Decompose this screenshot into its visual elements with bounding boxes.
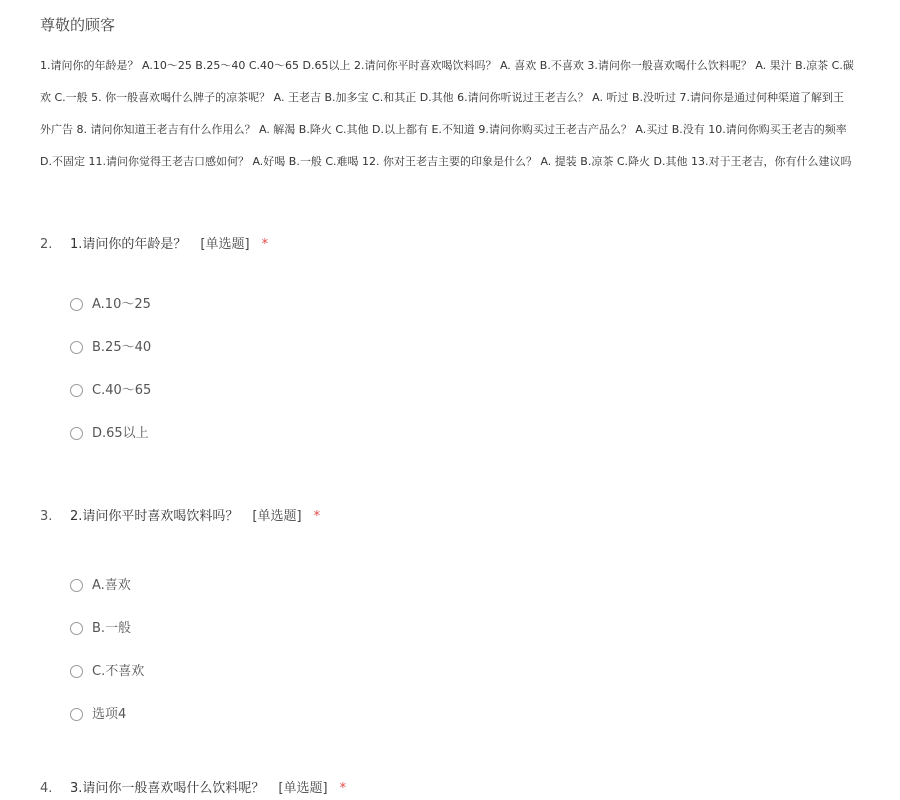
question-number: 4. — [40, 781, 53, 796]
question-header — [40, 507, 880, 527]
intro-line: 外广告 8. 请问你知道王老吉有什么作用么？ A. 解渴 B.降火 C.其他 D.以上都有 E.不知道 9.请问你购买过王老吉产品么？ A.买过 B.没有 10.请问你购买王老吉的频率 — [40, 123, 847, 136]
radio-option[interactable] — [70, 576, 144, 619]
radio-button[interactable] — [70, 298, 83, 311]
option-label: D.65以上 — [92, 426, 149, 441]
option-label: B.25～40 — [92, 340, 152, 355]
question-type: [单选题] — [252, 509, 302, 524]
intro-line: D.不固定 11.请问你觉得王老吉口感如何？ A.好喝 B.一般 C.难喝 12. 你对王老吉主要的印象是什么？ A. 提装 B.凉茶 C.降火 D.其他 13.对于王老吉，你有什么建议吗 — [40, 155, 852, 168]
radio-button[interactable] — [70, 622, 83, 635]
radio-option[interactable] — [70, 424, 151, 467]
question-block-drink-type — [40, 779, 880, 799]
radio-option[interactable] — [70, 705, 144, 748]
question-block-age — [40, 235, 880, 441]
question-number: 3. — [40, 509, 53, 524]
radio-option[interactable] — [70, 662, 144, 705]
radio-option[interactable] — [70, 338, 151, 381]
radio-option[interactable] — [70, 619, 144, 662]
question-type: [单选题] — [200, 237, 250, 252]
question-number: 2. — [40, 237, 53, 252]
radio-button[interactable] — [70, 708, 83, 721]
option-label: C.不喜欢 — [92, 664, 145, 679]
radio-button[interactable] — [70, 665, 83, 678]
intro-line: 欢 C.一般 5. 你一般喜欢喝什么牌子的凉茶呢？ A. 王老吉 B.加多宝 C.和其正 D.其他 6.请问你听说过王老吉么？ A. 听过 B.没听过 7.请问你是通过何种渠道了解到王 — [40, 91, 844, 104]
radio-button[interactable] — [70, 384, 83, 397]
option-list — [70, 576, 144, 748]
option-label: A.喜欢 — [92, 578, 131, 593]
question-block-drink-preference — [40, 507, 880, 722]
question-header — [40, 235, 880, 255]
question-title: 1.请问你的年龄是？ — [70, 237, 187, 252]
radio-button[interactable] — [70, 579, 83, 592]
question-title: 3.请问你一般喜欢喝什么饮料呢？ — [70, 781, 265, 796]
question-title: 2.请问你平时喜欢喝饮料吗？ — [70, 509, 239, 524]
question-header — [40, 779, 880, 799]
option-list — [70, 295, 151, 467]
option-label: 选项4 — [92, 707, 127, 722]
required-mark: * — [313, 509, 321, 524]
required-mark: * — [261, 237, 269, 252]
radio-option[interactable] — [70, 295, 151, 338]
greeting-heading: 尊敬的顾客 — [40, 16, 116, 34]
intro-line: 1.请问你的年龄是？ A.10～25 B.25～40 C.40～65 D.65以上 2.请问你平时喜欢喝饮料吗？ A. 喜欢 B.不喜欢 3.请问你一般喜欢喝什么饮料呢？ A. 果汁 B.凉茶 C.碳 — [40, 59, 854, 72]
option-label: C.40～65 — [92, 383, 152, 398]
survey-intro — [40, 58, 900, 186]
option-label: B.一般 — [92, 621, 132, 636]
radio-button[interactable] — [70, 427, 83, 440]
radio-button[interactable] — [70, 341, 83, 354]
question-type: [单选题] — [278, 781, 328, 796]
radio-option[interactable] — [70, 381, 151, 424]
option-label: A.10～25 — [92, 297, 151, 312]
required-mark: * — [339, 781, 347, 796]
